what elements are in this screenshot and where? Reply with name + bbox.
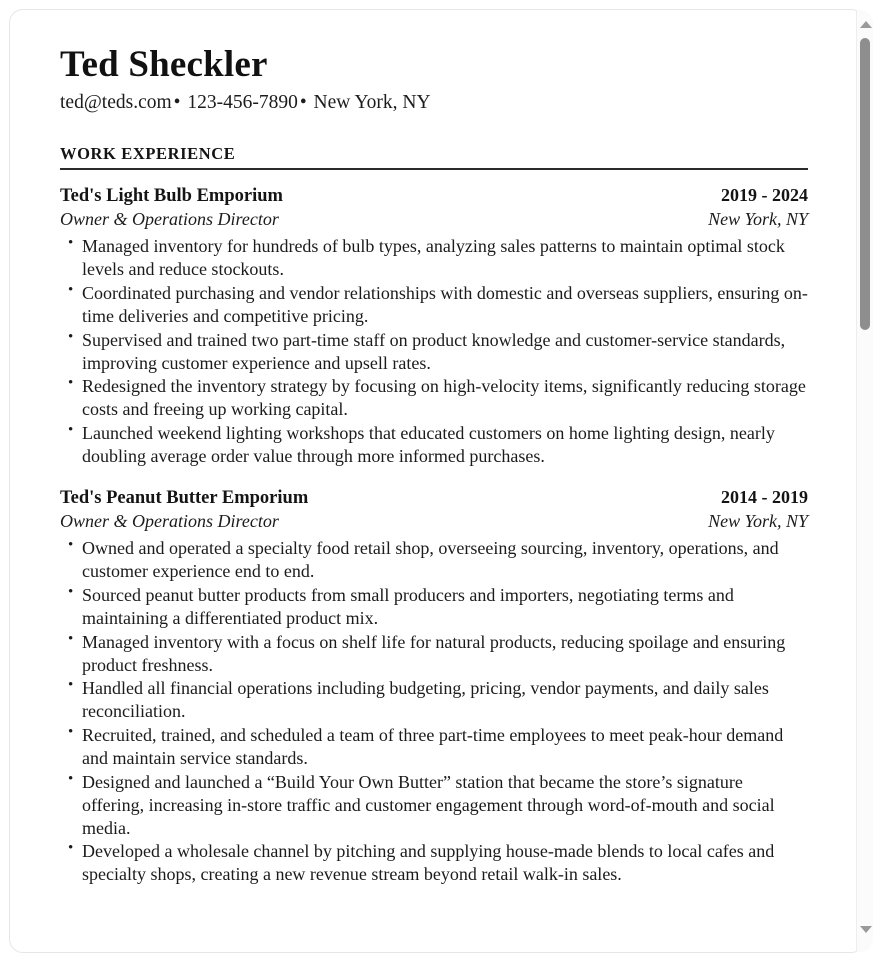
contact-location: New York, NY xyxy=(313,92,431,114)
job-role: Owner & Operations Director xyxy=(60,208,279,229)
contact-email: ted@teds.com xyxy=(60,92,172,114)
scroll-up-button[interactable] xyxy=(857,16,874,33)
scroll-down-button[interactable] xyxy=(857,921,874,938)
job-location: New York, NY xyxy=(708,208,808,229)
job-header-row xyxy=(60,184,808,208)
resume-document xyxy=(10,10,848,952)
candidate-name: Ted Sheckler xyxy=(60,44,268,85)
bullet-item: • Coordinated purchasing and vendor relationships with domestic and overseas suppliers, ensuring on-time deliveries and competitive pricing. xyxy=(60,282,808,328)
triangle-up-icon xyxy=(860,21,872,28)
bullet-item: • Developed a wholesale channel by pitching and supplying house-made blends to local cafes and specialty shops, creating a new revenue stream beyond retail walk-in sales. xyxy=(60,840,808,886)
job-company: Ted's Peanut Butter Emporium xyxy=(60,487,309,508)
job-subheader-row xyxy=(60,510,808,533)
resume-card xyxy=(9,9,865,953)
bullet-item: • Owned and operated a specialty food retail shop, overseeing sourcing, inventory, operations, and customer experience end to end. xyxy=(60,537,808,583)
bullet-item: • Supervised and trained two part-time staff on product knowledge and customer-service standards, improving customer experience and upsell rates. xyxy=(60,329,808,375)
section-work-experience xyxy=(60,143,808,886)
job-dates: 2019 - 2024 xyxy=(721,184,808,205)
bullet-item: • Redesigned the inventory strategy by focusing on high-velocity items, significantly reducing storage costs and freeing up working capital. xyxy=(60,375,808,421)
bullet-item: • Sourced peanut butter products from small producers and importers, negotiating terms and maintaining a differentiated product mix. xyxy=(60,584,808,630)
job-header-row xyxy=(60,486,808,510)
scrollbar-thumb[interactable] xyxy=(860,38,870,330)
job-bullet-list xyxy=(60,537,808,886)
contact-separator-2: • xyxy=(299,92,307,114)
job-company: Ted's Light Bulb Emporium xyxy=(60,185,283,206)
job-location: New York, NY xyxy=(708,510,808,531)
contact-phone: 123-456-7890 xyxy=(187,92,298,114)
job-entry xyxy=(60,486,808,886)
job-dates: 2014 - 2019 xyxy=(721,486,808,507)
triangle-down-icon xyxy=(860,926,872,933)
bullet-item: • Recruited, trained, and scheduled a team of three part-time employees to meet peak-hour demand and maintain service standards. xyxy=(60,724,808,770)
job-bullet-list xyxy=(60,235,808,468)
bullet-item: • Launched weekend lighting workshops that educated customers on home lighting design, nearly doubling average order value through more informed purchases. xyxy=(60,422,808,468)
section-divider xyxy=(60,168,808,170)
bullet-item: • Designed and launched a “Build Your Own Butter” station that became the store’s signature offering, increasing in-store traffic and customer engagement through word-of-mouth and social media. xyxy=(60,771,808,840)
vertical-scrollbar[interactable] xyxy=(856,10,873,952)
contact-line xyxy=(60,91,798,115)
section-title: WORK EXPERIENCE xyxy=(60,143,236,163)
job-subheader-row xyxy=(60,208,808,231)
job-role: Owner & Operations Director xyxy=(60,510,279,531)
job-entry xyxy=(60,184,808,468)
bullet-item: • Managed inventory with a focus on shelf life for natural products, reducing spoilage and ensuring product freshness. xyxy=(60,631,808,677)
bullet-item: • Managed inventory for hundreds of bulb types, analyzing sales patterns to maintain optimal stock levels and reduce stockouts. xyxy=(60,235,808,281)
contact-separator-1: • xyxy=(173,92,181,114)
bullet-item: • Handled all financial operations including budgeting, pricing, vendor payments, and daily sales reconciliation. xyxy=(60,677,808,723)
